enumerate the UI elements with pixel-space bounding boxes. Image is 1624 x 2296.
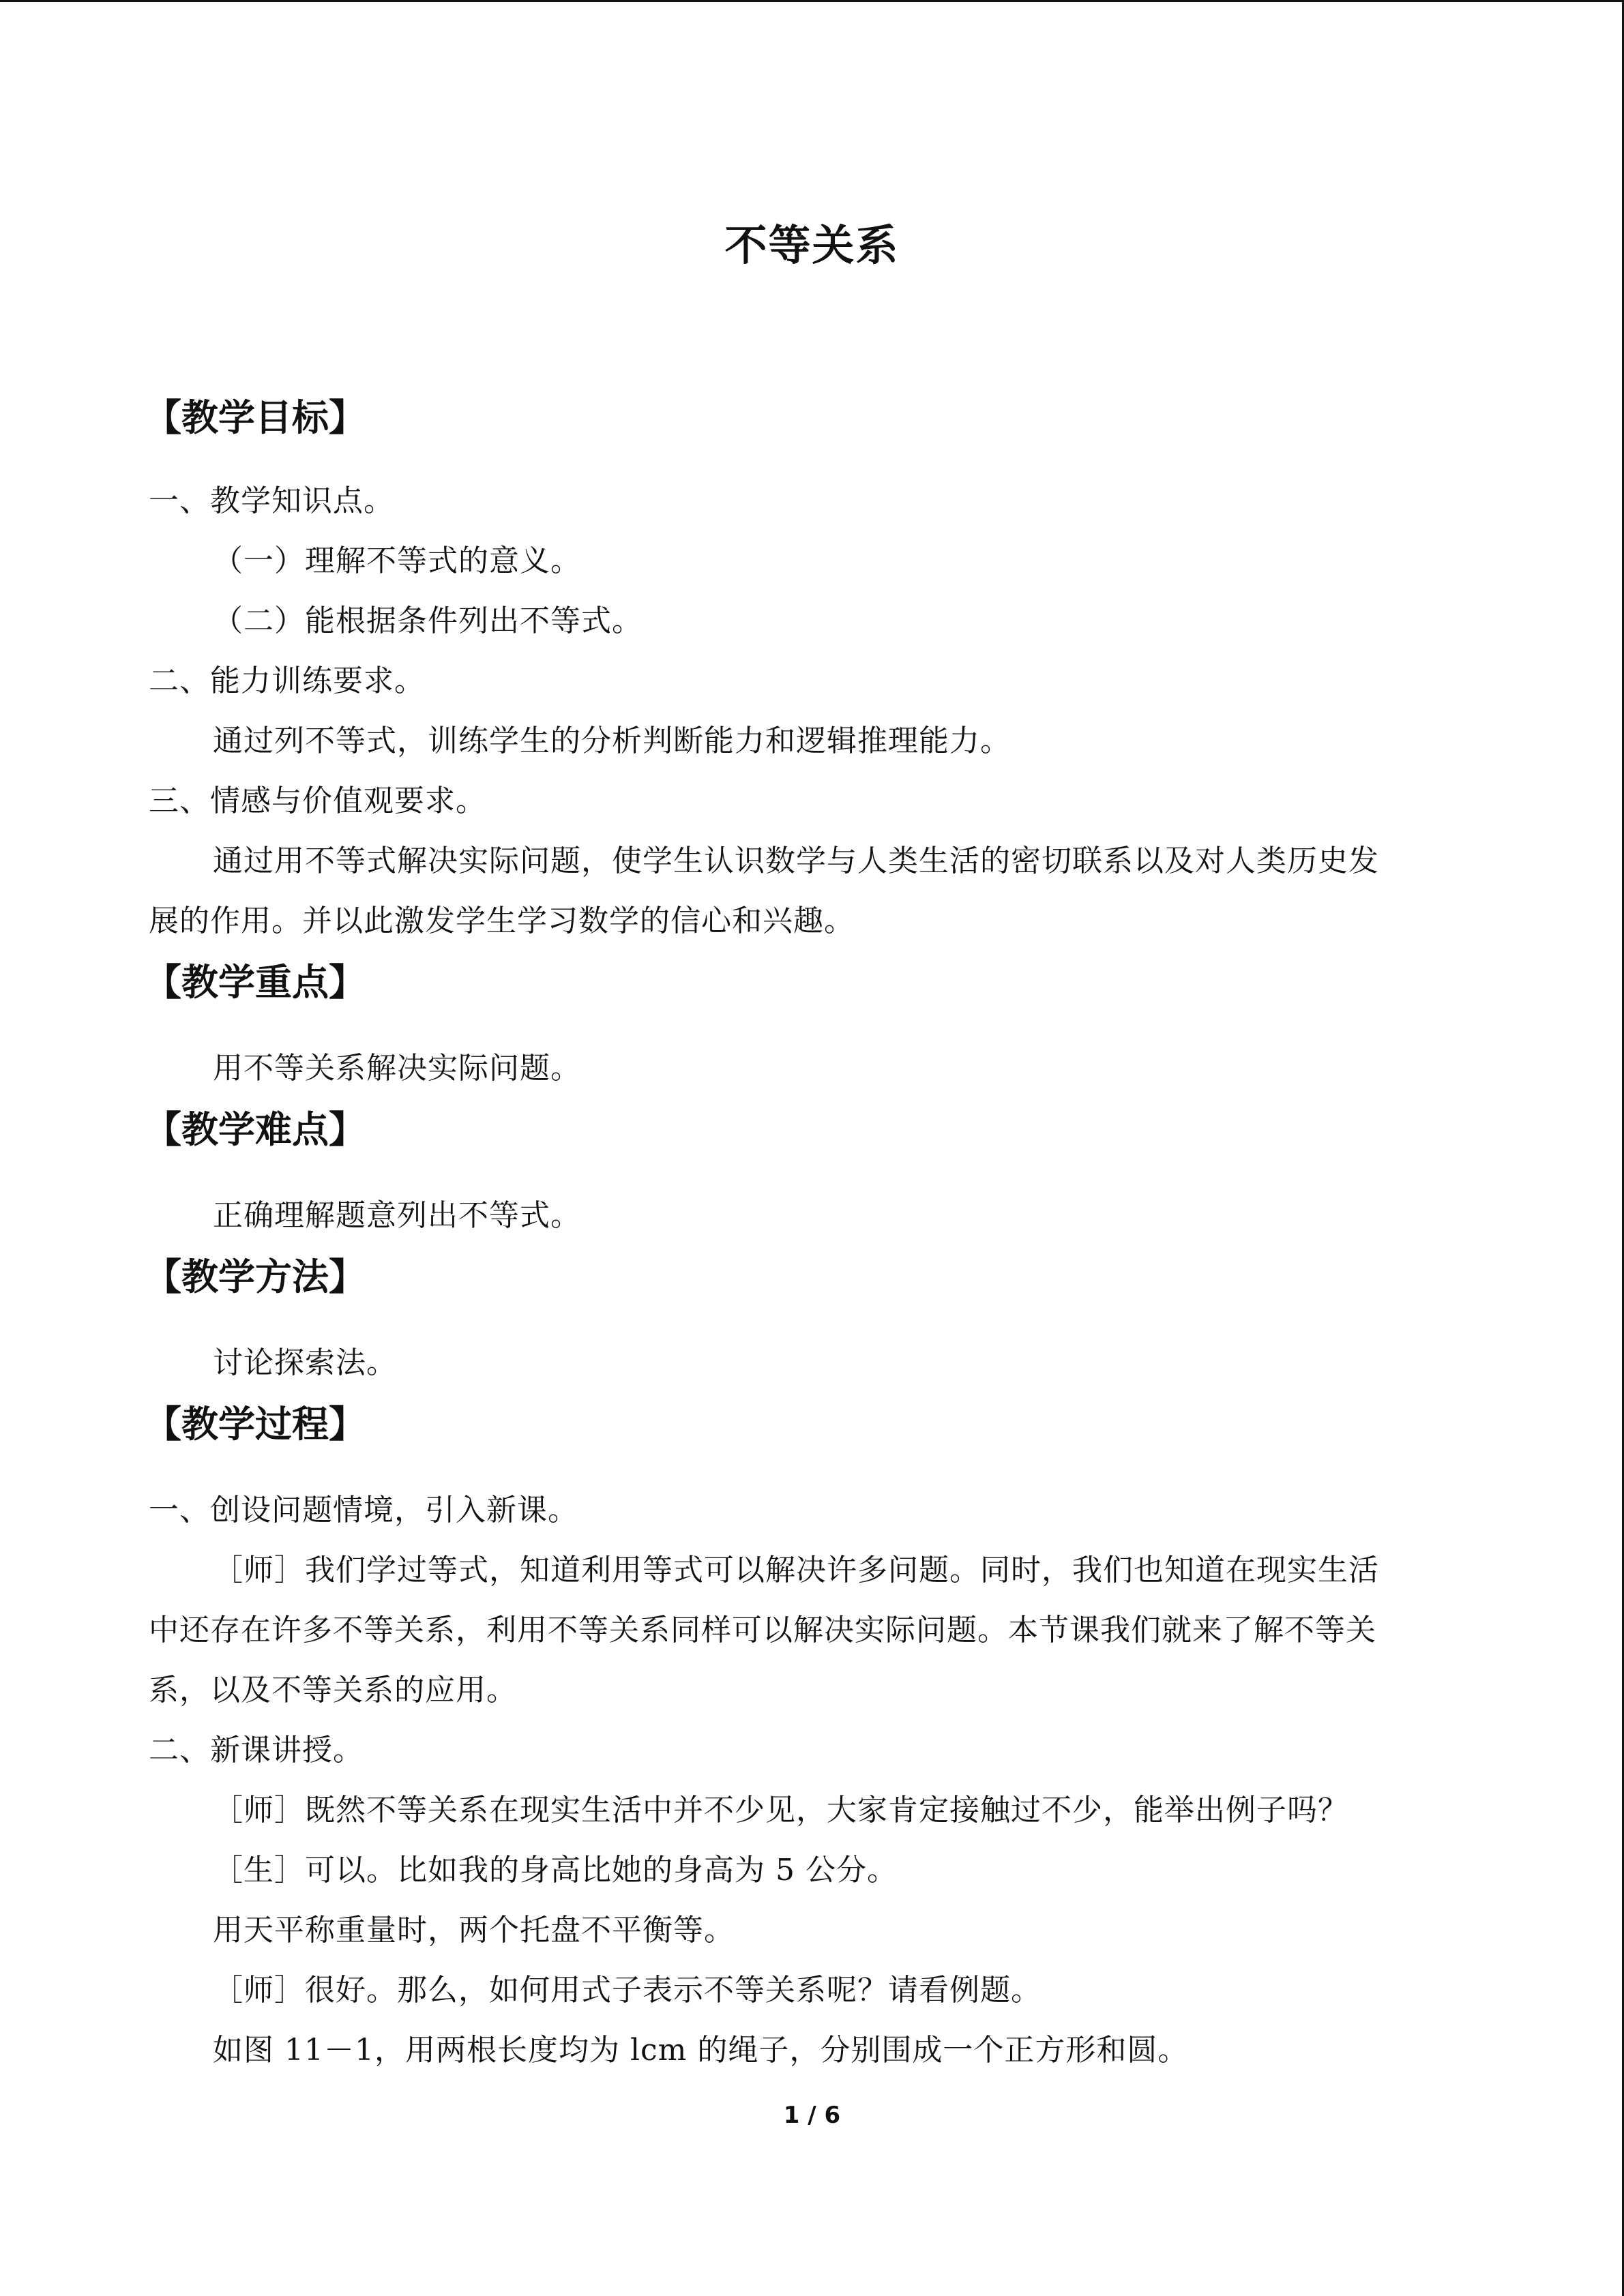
- objectives-emotion-text-2: 展的作用。并以此激发学生学习数学的信心和兴趣。: [149, 904, 855, 938]
- process-step2-line-5: 如图 11－1，用两根长度均为 lcm 的绳子，分别围成一个正方形和圆。: [213, 2033, 1189, 2068]
- objectives-knowledge-title: 一、教学知识点。: [149, 483, 394, 518]
- heading-difficulties: 【教学难点】: [145, 1108, 366, 1151]
- objectives-emotion-title: 三、情感与价值观要求。: [149, 784, 486, 818]
- process-step1-paragraph-line-3: 系，以及不等关系的应用。: [149, 1673, 517, 1708]
- page-number: 1 / 6: [783, 2102, 841, 2129]
- process-step2-line-1: ［师］既然不等关系在现实生活中并不少见，大家肯定接触过不少，能举出例子吗？: [213, 1793, 1348, 1828]
- objectives-knowledge-2: （二）能根据条件列出不等式。: [213, 603, 643, 638]
- process-step2-line-3: 用天平称重量时，两个托盘不平衡等。: [213, 1913, 735, 1948]
- process-step1-title: 一、创设问题情境，引入新课。: [149, 1493, 578, 1527]
- heading-objectives: 【教学目标】: [145, 396, 366, 439]
- top-border-line: [0, 0, 1624, 2]
- heading-key-points: 【教学重点】: [145, 961, 366, 1004]
- objectives-ability-text: 通过列不等式，训练学生的分析判断能力和逻辑推理能力。: [213, 724, 1011, 758]
- objectives-ability-title: 二、能力训练要求。: [149, 664, 425, 698]
- objectives-emotion-text-1: 通过用不等式解决实际问题，使学生认识数学与人类生活的密切联系以及对人类历史发: [213, 844, 1379, 878]
- objectives-knowledge-1: （一）理解不等式的意义。: [213, 543, 581, 578]
- process-step2-line-4: ［师］很好。那么，如何用式子表示不等关系呢？请看例题。: [213, 1973, 1042, 2008]
- methods-text: 讨论探索法。: [213, 1345, 397, 1380]
- process-step1-paragraph-line-2: 中还存在许多不等关系，利用不等关系同样可以解决实际问题。本节课我们就来了解不等关: [149, 1613, 1376, 1648]
- page-title: 不等关系: [724, 220, 900, 270]
- heading-process: 【教学过程】: [145, 1403, 366, 1446]
- heading-methods: 【教学方法】: [145, 1255, 366, 1298]
- process-step1-paragraph-line-1: ［师］我们学过等式，知道利用等式可以解决许多问题。同时，我们也知道在现实生活: [213, 1553, 1379, 1587]
- key-points-text: 用不等关系解决实际问题。: [213, 1051, 581, 1086]
- process-step2-title: 二、新课讲授。: [149, 1733, 364, 1768]
- difficulties-text: 正确理解题意列出不等式。: [213, 1198, 581, 1233]
- process-step2-line-2: ［生］可以。比如我的身高比她的身高为 5 公分。: [213, 1853, 898, 1888]
